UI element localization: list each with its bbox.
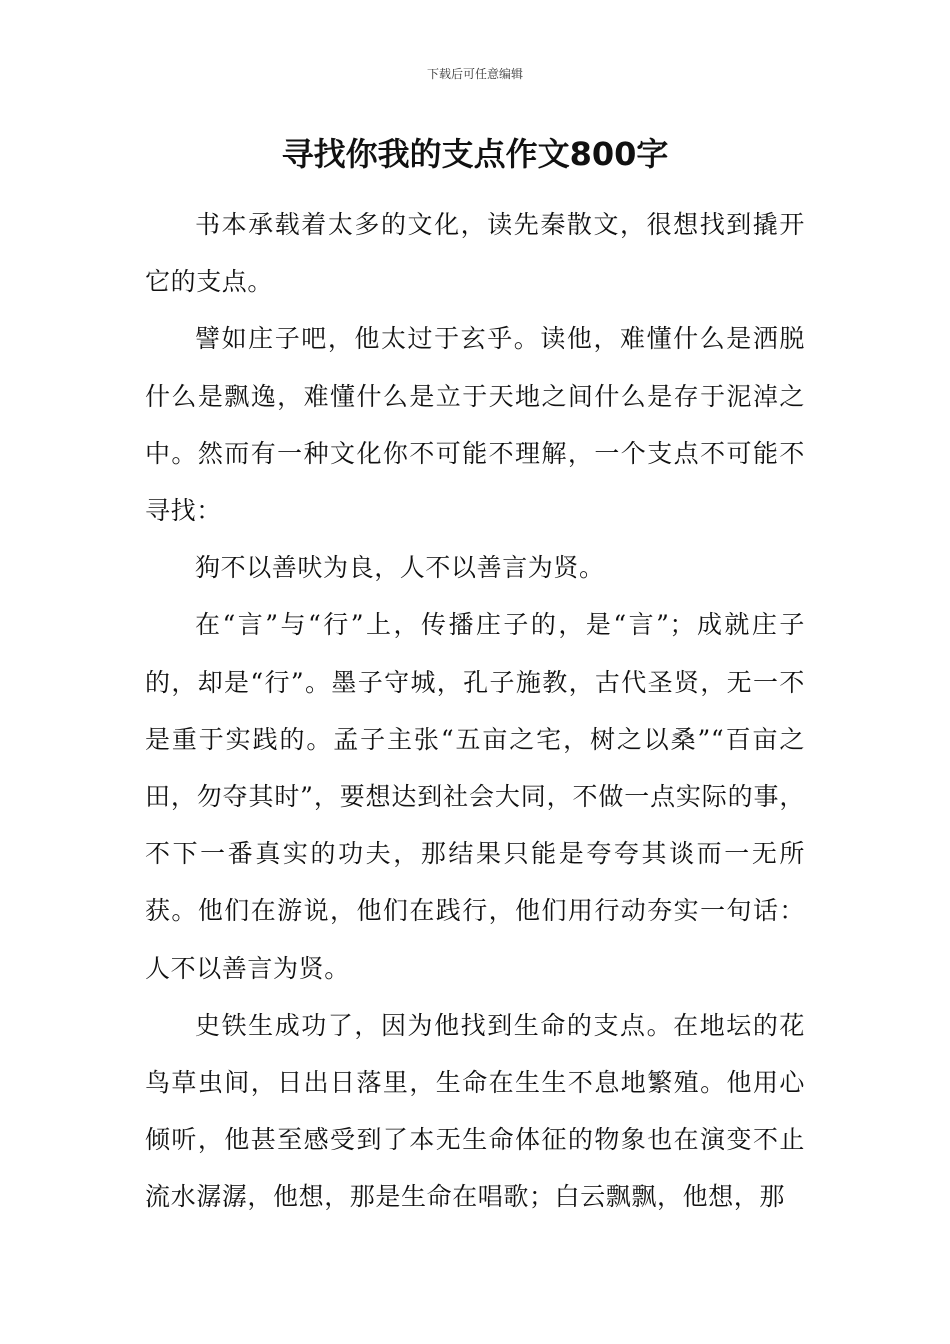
paragraph: 书本承载着太多的文化，读先秦散文，很想找到撬开它的支点。 — [145, 210, 805, 297]
paragraph: 在“言”与“行”上，传播庄子的，是“言”；成就庄子的，却是“行”。墨子守城，孔子施教，古代圣贤，无一不是重于实践的。孟子主张“五亩之宅，树之以桑”“百亩之田，勿夺其时”，要想达到社会大同，不做一点实际的事，不下一番真实的功夫，那结果只能是夸夸其谈而一无所获。他们在游说，他们在践行，他们用行动夯实一句话：人不以善言为贤。 — [145, 610, 805, 983]
paragraph: 史铁生成功了，因为他找到生命的支点。在地坛的花鸟草虫间，日出日落里，生命在生生不息地繁殖。他用心倾听，他甚至感受到了本无生命体征的物象也在演变不止流水潺潺，他想，那是生命在唱歌；白云飘飘，他想，那 — [145, 1010, 805, 1212]
header-note: 下载后可任意编辑 — [426, 67, 523, 81]
paragraph: 譬如庄子吧，他太过于玄乎。读他，难懂什么是洒脱什么是飘逸，难懂什么是立于天地之间什么是存于泥淖之中。然而有一种文化你不可能不理解，一个支点不可能不寻找： — [145, 324, 805, 526]
document-body — [145, 196, 805, 1226]
paragraph: 狗不以善吠为良，人不以善言为贤。 — [195, 553, 605, 583]
document-title: 寻找你我的支点作文800字 — [281, 135, 669, 173]
